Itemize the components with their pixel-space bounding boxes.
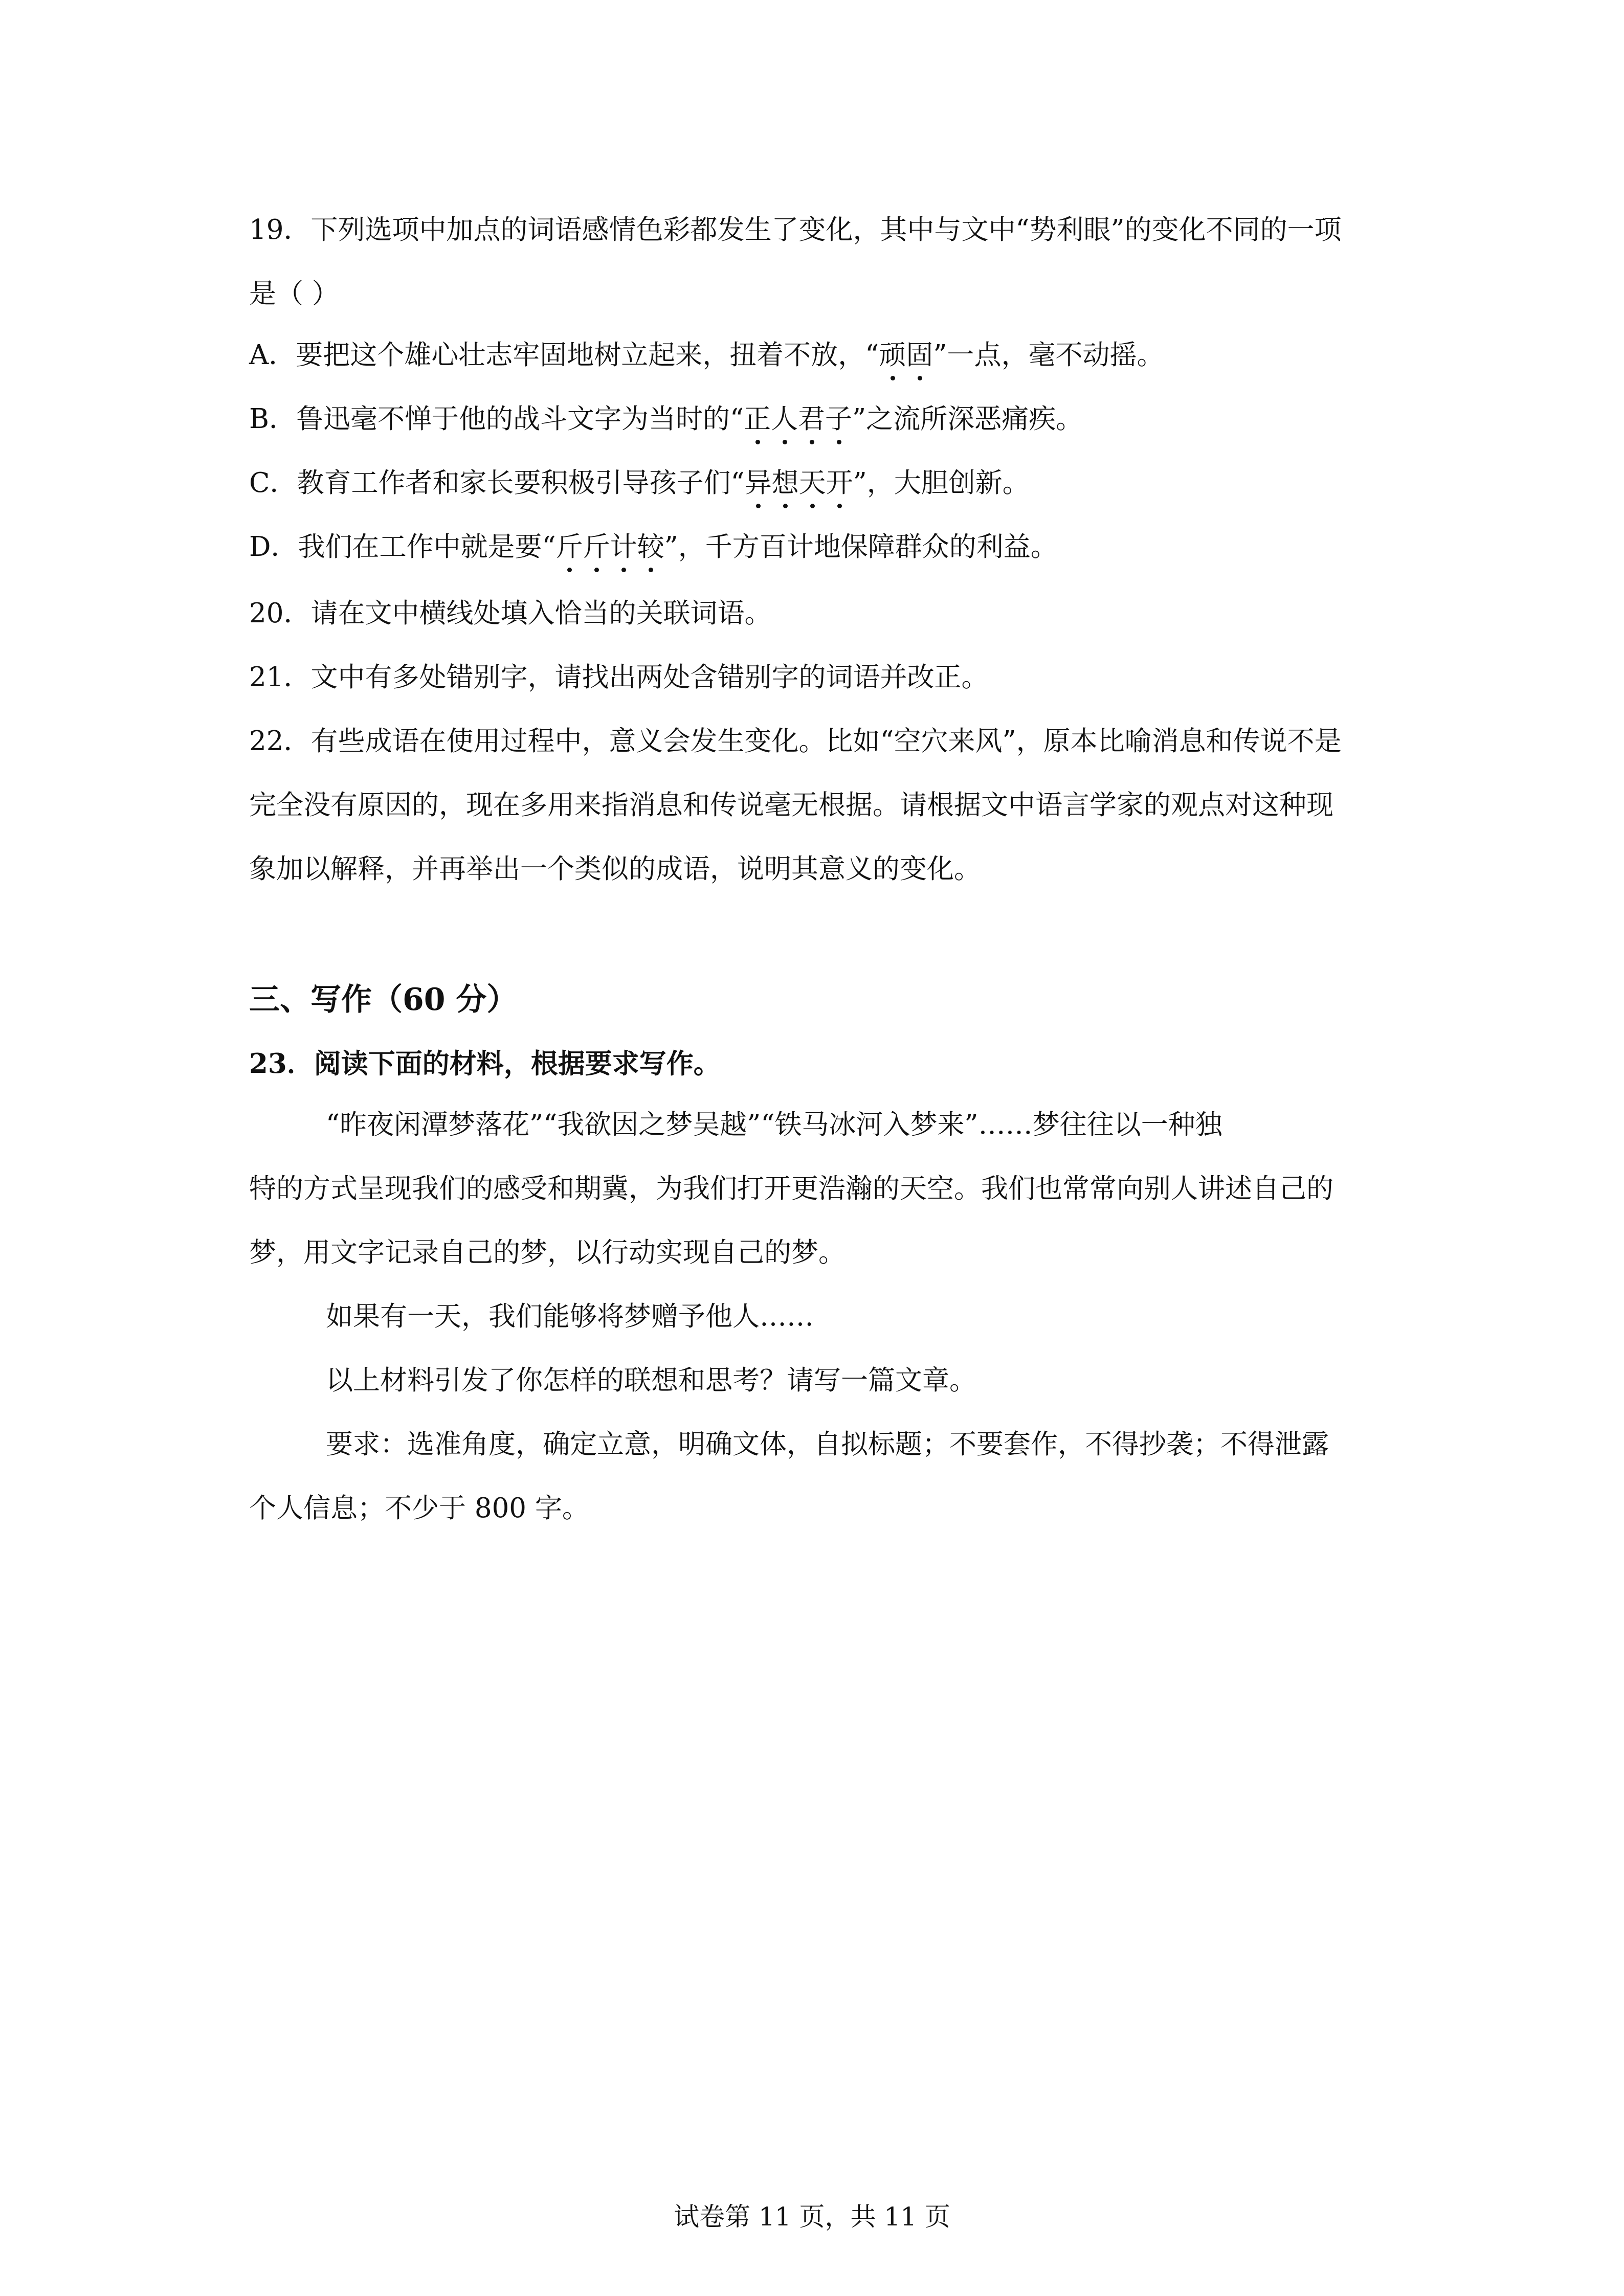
material-para3: 以上材料引发了你怎样的联想和思考？请写一篇文章。: [326, 1365, 976, 1396]
emphasized-char: 人: [771, 401, 798, 437]
emphasized-char: 斤: [556, 529, 583, 565]
q19-option-d: [249, 529, 1058, 565]
emphasized-char: 异: [745, 465, 772, 501]
option-text: C．教育工作者和家长要积极引导孩子们“: [249, 467, 745, 499]
option-text: D．我们在工作中就是要“: [249, 531, 556, 562]
emphasized-char: 君: [798, 401, 825, 437]
q22-line3: 象加以解释，并再举出一个类似的成语，说明其意义的变化。: [249, 853, 981, 885]
section-heading: 三、写作（60 分）: [249, 982, 518, 1018]
q19-option-b: [249, 401, 1083, 437]
q20-text: 20．请在文中横线处填入恰当的关联词语。: [249, 598, 772, 629]
q22-line1: 22．有些成语在使用过程中，意义会发生变化。比如“空穴来风”，原本比喻消息和传说不是: [249, 726, 1342, 757]
q22-line2: 完全没有原因的，现在多用来指消息和传说毫无根据。请根据文中语言学家的观点对这种现: [249, 790, 1333, 821]
q19-option-a: [249, 337, 1164, 373]
q21-text: 21．文中有多处错别字，请找出两处含错别字的词语并改正。: [249, 662, 989, 693]
emphasized-char: 开: [826, 465, 853, 501]
emphasized-char: 想: [772, 465, 799, 501]
page-footer: 试卷第 11 页，共 11 页: [674, 2202, 950, 2232]
material-para1-line1: “昨夜闲潭梦落花”“我欲因之梦吴越”“铁马冰河入梦来”……梦往往以一种独: [326, 1109, 1222, 1140]
emphasized-char: 正: [744, 401, 771, 437]
emphasized-char: 固: [906, 337, 933, 373]
q23-prompt: 23．阅读下面的材料，根据要求写作。: [249, 1048, 721, 1079]
material-para2: 如果有一天，我们能够将梦赠予他人……: [326, 1301, 814, 1332]
emphasized-char: 斤: [583, 529, 610, 565]
requirements-line2: 个人信息；不少于 800 字。: [249, 1493, 589, 1524]
material-para1-line2: 特的方式呈现我们的感受和期冀，为我们打开更浩瀚的天空。我们也常常向别人讲述自己的: [249, 1173, 1333, 1204]
q19-stem-line2: 是（ ）: [249, 278, 339, 309]
emphasized-char: 计: [610, 529, 637, 565]
emphasized-char: 子: [825, 401, 852, 437]
emphasized-char: 较: [637, 529, 664, 565]
emphasized-char: 天: [799, 465, 826, 501]
material-para1-line3: 梦，用文字记录自己的梦，以行动实现自己的梦。: [249, 1237, 846, 1268]
requirements-line1: 要求：选准角度，确定立意，明确文体，自拟标题；不要套作，不得抄袭；不得泄露: [326, 1429, 1329, 1460]
q19-option-c: [249, 465, 1030, 501]
option-text: ”之流所深恶痛疾。: [852, 403, 1083, 435]
option-text: ”一点，毫不动摇。: [933, 340, 1164, 371]
option-text: A．要把这个雄心壮志牢固地树立起来，扭着不放，“: [249, 340, 879, 371]
option-text: ”，千方百计地保障群众的利益。: [664, 531, 1058, 562]
q19-stem-line1: 19．下列选项中加点的词语感情色彩都发生了变化，其中与文中“势利眼”的变化不同的一项: [249, 214, 1342, 245]
option-text: ”，大胆创新。: [853, 467, 1030, 499]
emphasized-char: 顽: [879, 337, 906, 373]
option-text: B．鲁迅毫不惮于他的战斗文字为当时的“: [249, 403, 744, 435]
